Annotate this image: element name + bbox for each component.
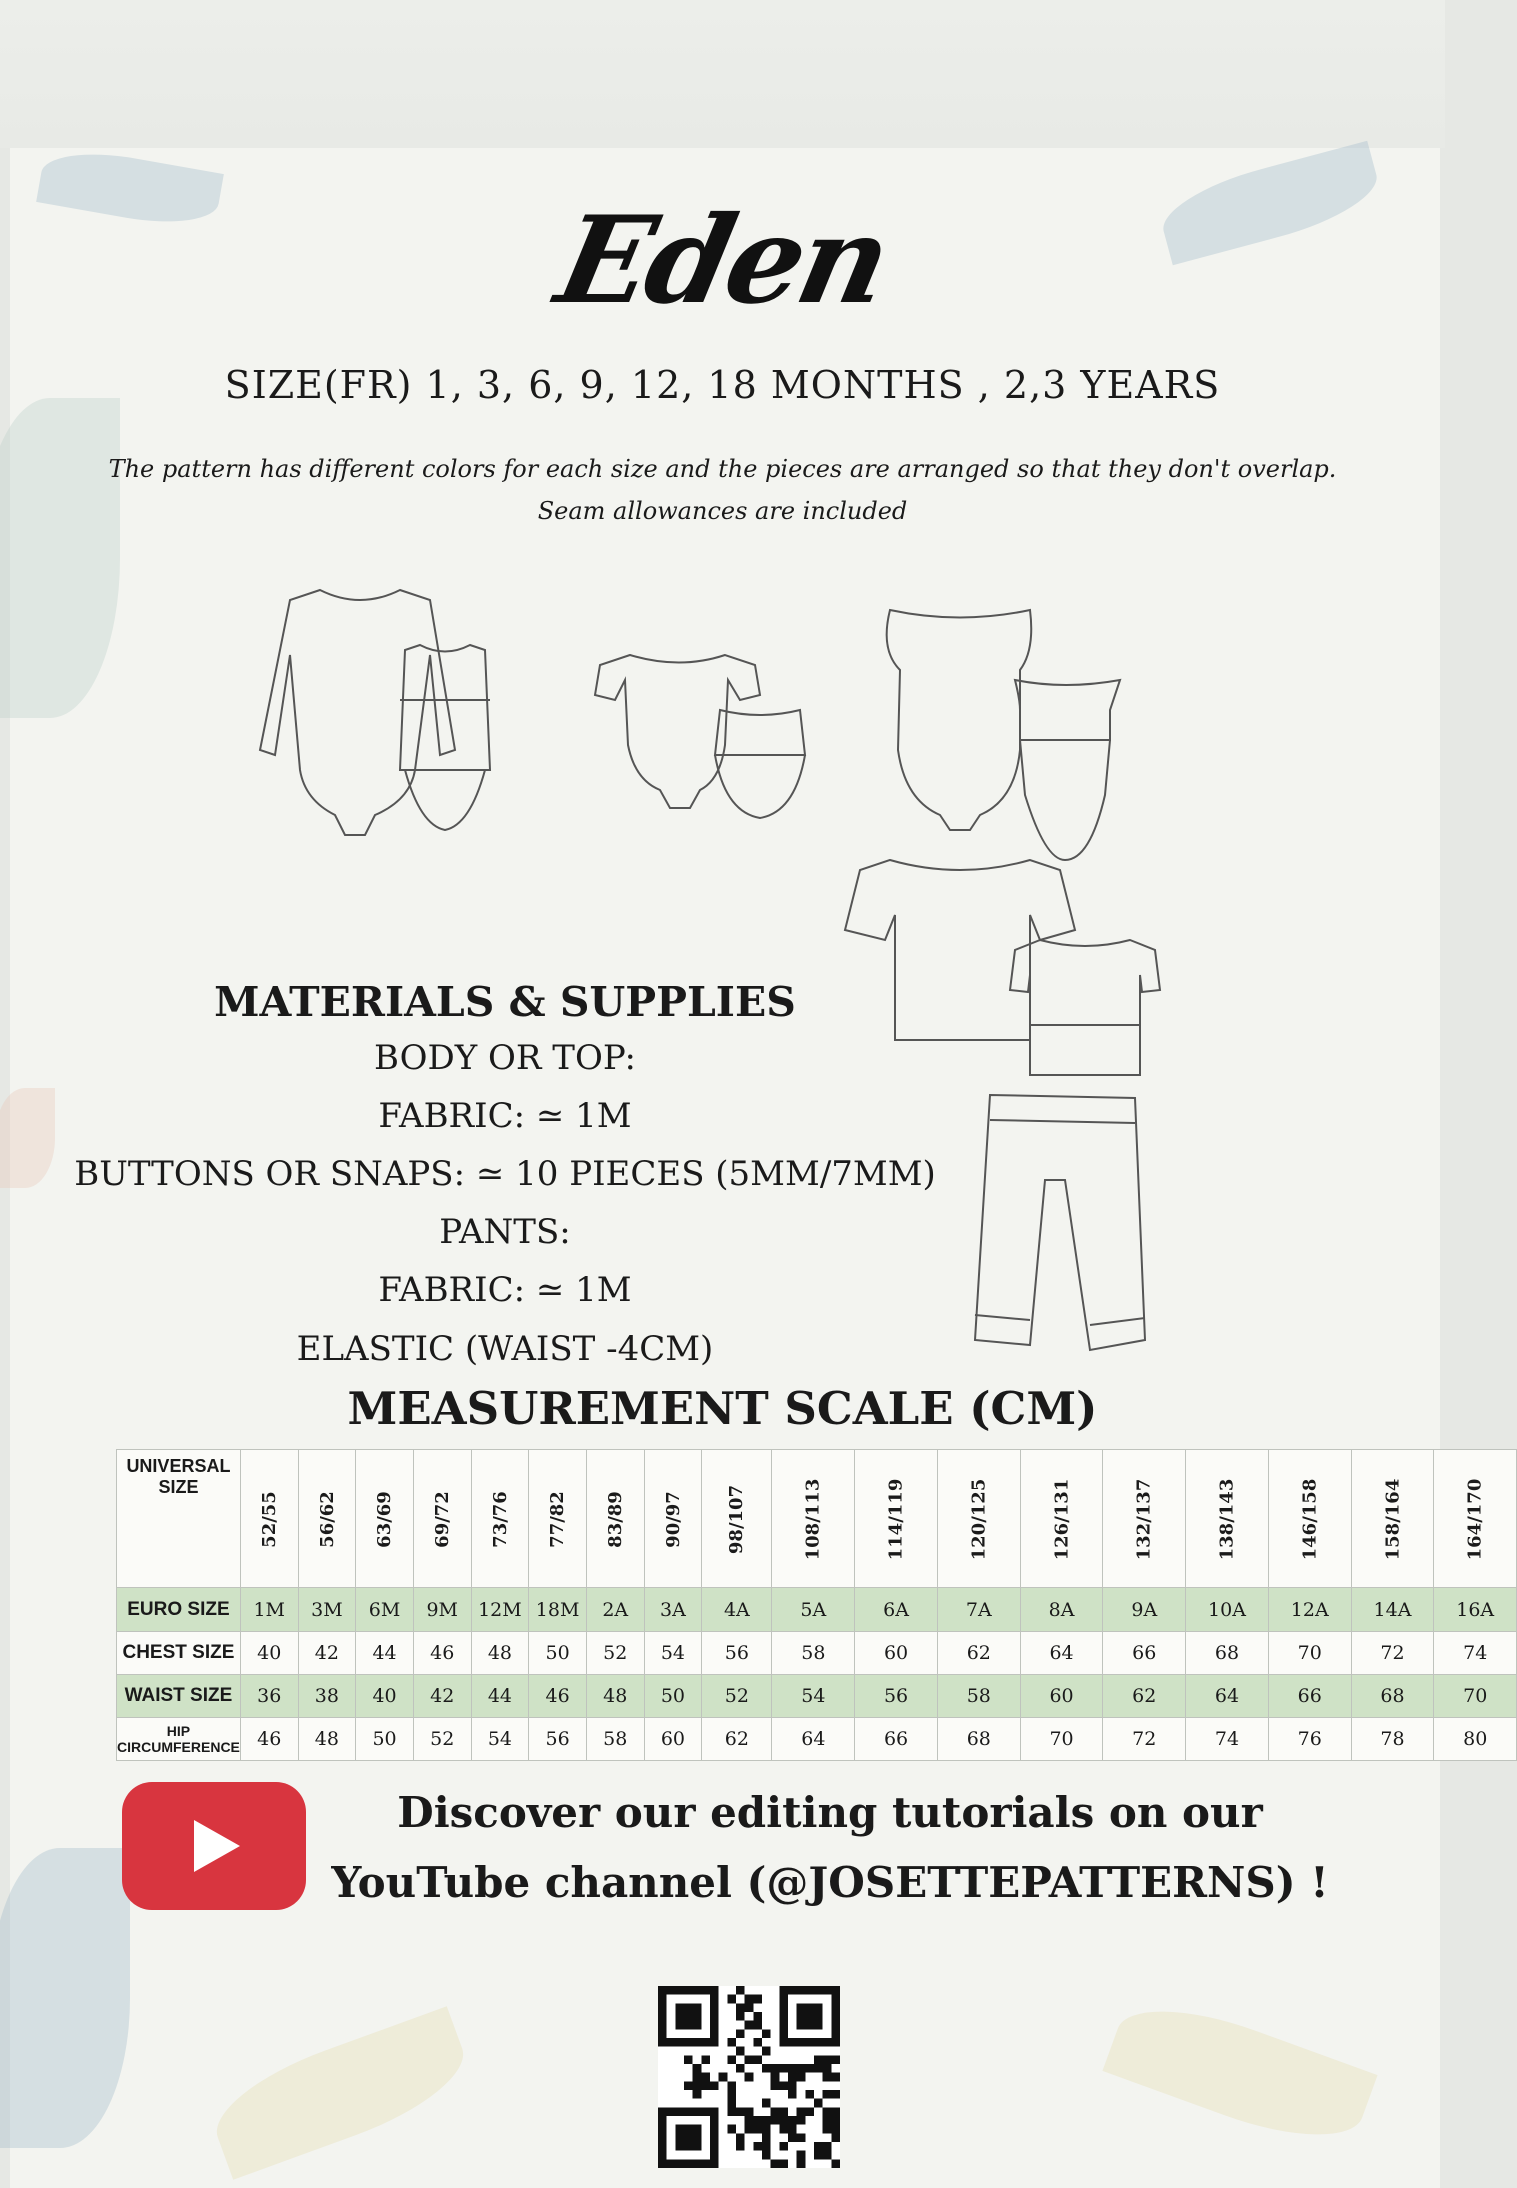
measurement-row bbox=[117, 1717, 1517, 1760]
measurement-cell: 56 bbox=[529, 1717, 587, 1760]
measurement-cell: 3M bbox=[298, 1588, 356, 1631]
measurement-cell: 40 bbox=[240, 1631, 298, 1674]
measurement-cell: 60 bbox=[1020, 1674, 1103, 1717]
materials-line: BODY OR TOP: bbox=[374, 1038, 636, 1078]
universal-size-label: 56/62 bbox=[316, 1490, 338, 1548]
universal-size-label: 158/164 bbox=[1381, 1478, 1403, 1561]
measurement-cell: 64 bbox=[772, 1717, 855, 1760]
measurement-cell: 68 bbox=[937, 1717, 1020, 1760]
row-header: HIP CIRCUMFERENCE bbox=[117, 1717, 241, 1760]
universal-size-label: 126/131 bbox=[1051, 1478, 1073, 1561]
universal-size-cell bbox=[1103, 1450, 1186, 1588]
universal-size-cell bbox=[702, 1450, 772, 1588]
measurement-cell: 62 bbox=[937, 1631, 1020, 1674]
materials-title: MATERIALS & SUPPLIES bbox=[214, 978, 796, 1026]
measurement-cell: 10A bbox=[1186, 1588, 1269, 1631]
universal-size-label: 90/97 bbox=[662, 1490, 684, 1548]
measurement-cell: 54 bbox=[772, 1674, 855, 1717]
row-header: UNIVERSAL SIZE bbox=[117, 1450, 241, 1588]
measurement-cell: 6M bbox=[356, 1588, 414, 1631]
long-sleeve-bodysuit-back bbox=[400, 645, 490, 830]
measurement-cell: 52 bbox=[586, 1631, 644, 1674]
universal-size-label: 120/125 bbox=[968, 1478, 990, 1561]
measurement-cell: 56 bbox=[855, 1674, 938, 1717]
universal-size-label: 138/143 bbox=[1216, 1478, 1238, 1561]
universal-size-label: 73/76 bbox=[489, 1490, 511, 1548]
measurement-cell: 7A bbox=[937, 1588, 1020, 1631]
universal-size-cell bbox=[298, 1450, 356, 1588]
universal-size-cell bbox=[937, 1450, 1020, 1588]
measurement-cell: 42 bbox=[298, 1631, 356, 1674]
measurement-cell: 6A bbox=[855, 1588, 938, 1631]
universal-size-row bbox=[117, 1450, 1517, 1588]
measurement-cell: 58 bbox=[586, 1717, 644, 1760]
leaf-decoration bbox=[0, 1848, 130, 2148]
universal-size-cell bbox=[240, 1450, 298, 1588]
measurement-cell: 18M bbox=[529, 1588, 587, 1631]
universal-size-cell bbox=[1434, 1450, 1517, 1588]
pants bbox=[975, 1095, 1145, 1350]
measurement-cell: 66 bbox=[1268, 1674, 1351, 1717]
universal-size-label: 77/82 bbox=[547, 1490, 569, 1548]
measurement-cell: 46 bbox=[529, 1674, 587, 1717]
measurement-cell: 58 bbox=[937, 1674, 1020, 1717]
materials-line: FABRIC: ≃ 1M bbox=[378, 1096, 632, 1136]
youtube-promo-line1: Discover our editing tutorials on our bbox=[397, 1788, 1263, 1837]
measurement-cell: 3A bbox=[644, 1588, 702, 1631]
measurement-cell: 62 bbox=[1103, 1674, 1186, 1717]
measurement-cell: 72 bbox=[1351, 1631, 1434, 1674]
universal-size-cell bbox=[1020, 1450, 1103, 1588]
measurement-cell: 70 bbox=[1434, 1674, 1517, 1717]
materials-line: FABRIC: ≃ 1M bbox=[378, 1270, 632, 1310]
measurement-cell: 5A bbox=[772, 1588, 855, 1631]
universal-size-cell bbox=[413, 1450, 471, 1588]
size-range: SIZE(FR) 1, 3, 6, 9, 12, 18 MONTHS , 2,3 YEARS bbox=[224, 363, 1221, 407]
long-sleeve-bodysuit-front bbox=[260, 590, 455, 835]
measurement-cell: 1M bbox=[240, 1588, 298, 1631]
youtube-play-icon[interactable] bbox=[122, 1782, 306, 1910]
materials-line: PANTS: bbox=[439, 1212, 571, 1252]
universal-size-label: 114/119 bbox=[885, 1478, 907, 1561]
background-top-strip bbox=[0, 0, 1445, 148]
row-header: CHEST SIZE bbox=[117, 1631, 241, 1674]
t-shirt-back bbox=[1010, 940, 1160, 1075]
measurement-cell: 8A bbox=[1020, 1588, 1103, 1631]
short-sleeve-bodysuit-front bbox=[595, 655, 760, 808]
measurement-cell: 48 bbox=[586, 1674, 644, 1717]
universal-size-label: 164/170 bbox=[1464, 1478, 1486, 1561]
short-sleeve-bodysuit-back bbox=[715, 710, 805, 818]
materials-line: ELASTIC (WAIST -4CM) bbox=[296, 1329, 714, 1369]
universal-size-label: 63/69 bbox=[374, 1490, 396, 1548]
pattern-note-line1: The pattern has different colors for each size and the pieces are arranged so that they don't overlap. bbox=[108, 455, 1337, 483]
universal-size-cell bbox=[855, 1450, 938, 1588]
measurement-cell: 50 bbox=[644, 1674, 702, 1717]
measurement-row bbox=[117, 1588, 1517, 1631]
universal-size-label: 132/137 bbox=[1133, 1478, 1155, 1561]
measurement-cell: 58 bbox=[772, 1631, 855, 1674]
measurement-cell: 9M bbox=[413, 1588, 471, 1631]
measurement-cell: 74 bbox=[1434, 1631, 1517, 1674]
measurement-cell: 60 bbox=[855, 1631, 938, 1674]
measurement-cell: 46 bbox=[413, 1631, 471, 1674]
universal-size-label: 98/107 bbox=[726, 1484, 748, 1554]
measurement-cell: 50 bbox=[356, 1717, 414, 1760]
sleeveless-bodysuit-back bbox=[1015, 680, 1120, 860]
universal-size-label: 83/89 bbox=[604, 1490, 626, 1548]
measurement-cell: 64 bbox=[1020, 1631, 1103, 1674]
universal-size-cell bbox=[356, 1450, 414, 1588]
universal-size-label: 108/113 bbox=[802, 1478, 824, 1561]
measurement-cell: 9A bbox=[1103, 1588, 1186, 1631]
universal-size-cell bbox=[772, 1450, 855, 1588]
measurement-cell: 12M bbox=[471, 1588, 529, 1631]
universal-size-label: 52/55 bbox=[258, 1490, 280, 1548]
measurement-cell: 4A bbox=[702, 1588, 772, 1631]
measurement-cell: 52 bbox=[702, 1674, 772, 1717]
measurement-cell: 54 bbox=[644, 1631, 702, 1674]
measurement-cell: 74 bbox=[1186, 1717, 1269, 1760]
universal-size-cell bbox=[586, 1450, 644, 1588]
measurement-cell: 54 bbox=[471, 1717, 529, 1760]
measurement-cell: 66 bbox=[855, 1717, 938, 1760]
measurement-row bbox=[117, 1631, 1517, 1674]
sleeveless-bodysuit-front bbox=[887, 610, 1032, 830]
pattern-note-line2: Seam allowances are included bbox=[537, 497, 908, 525]
measurement-cell: 40 bbox=[356, 1674, 414, 1717]
measurement-row bbox=[117, 1674, 1517, 1717]
measurement-cell: 48 bbox=[471, 1631, 529, 1674]
measurement-cell: 64 bbox=[1186, 1674, 1269, 1717]
measurement-cell: 62 bbox=[702, 1717, 772, 1760]
measurement-cell: 72 bbox=[1103, 1717, 1186, 1760]
measurement-cell: 68 bbox=[1186, 1631, 1269, 1674]
row-header: EURO SIZE bbox=[117, 1588, 241, 1631]
measurement-cell: 60 bbox=[644, 1717, 702, 1760]
measurement-cell: 38 bbox=[298, 1674, 356, 1717]
measurement-cell: 56 bbox=[702, 1631, 772, 1674]
materials-line: BUTTONS OR SNAPS: ≃ 10 PIECES (5MM/7MM) bbox=[74, 1154, 936, 1194]
measurement-cell: 70 bbox=[1268, 1631, 1351, 1674]
measurement-cell: 46 bbox=[240, 1717, 298, 1760]
universal-size-cell bbox=[471, 1450, 529, 1588]
measurement-cell: 36 bbox=[240, 1674, 298, 1717]
measurement-cell: 66 bbox=[1103, 1631, 1186, 1674]
measurement-cell: 48 bbox=[298, 1717, 356, 1760]
universal-size-cell bbox=[1351, 1450, 1434, 1588]
leaf-decoration bbox=[1102, 1986, 1377, 2159]
youtube-promo-line2: YouTube channel (@JOSETTEPATTERNS) ! bbox=[331, 1858, 1329, 1907]
measurement-scale-title: MEASUREMENT SCALE (CM) bbox=[347, 1382, 1098, 1435]
measurement-cell: 16A bbox=[1434, 1588, 1517, 1631]
measurement-cell: 44 bbox=[356, 1631, 414, 1674]
universal-size-label: 146/158 bbox=[1299, 1478, 1321, 1561]
universal-size-cell bbox=[1268, 1450, 1351, 1588]
measurement-cell: 2A bbox=[586, 1588, 644, 1631]
measurement-cell: 14A bbox=[1351, 1588, 1434, 1631]
leaf-decoration bbox=[0, 1088, 55, 1188]
measurement-cell: 80 bbox=[1434, 1717, 1517, 1760]
pattern-title: Eden bbox=[546, 190, 899, 331]
measurement-cell: 12A bbox=[1268, 1588, 1351, 1631]
leaf-decoration bbox=[0, 398, 120, 718]
leaf-decoration bbox=[202, 2006, 477, 2179]
measurement-cell: 68 bbox=[1351, 1674, 1434, 1717]
measurement-cell: 44 bbox=[471, 1674, 529, 1717]
measurement-cell: 42 bbox=[413, 1674, 471, 1717]
measurement-cell: 78 bbox=[1351, 1717, 1434, 1760]
universal-size-cell bbox=[529, 1450, 587, 1588]
measurement-cell: 50 bbox=[529, 1631, 587, 1674]
universal-size-cell bbox=[1186, 1450, 1269, 1588]
universal-size-label: 69/72 bbox=[431, 1490, 453, 1548]
measurement-cell: 76 bbox=[1268, 1717, 1351, 1760]
measurement-table bbox=[116, 1449, 1517, 1761]
qr-code-icon[interactable] bbox=[658, 1986, 840, 2168]
measurement-cell: 70 bbox=[1020, 1717, 1103, 1760]
measurement-cell: 52 bbox=[413, 1717, 471, 1760]
universal-size-cell bbox=[644, 1450, 702, 1588]
row-header: WAIST SIZE bbox=[117, 1674, 241, 1717]
